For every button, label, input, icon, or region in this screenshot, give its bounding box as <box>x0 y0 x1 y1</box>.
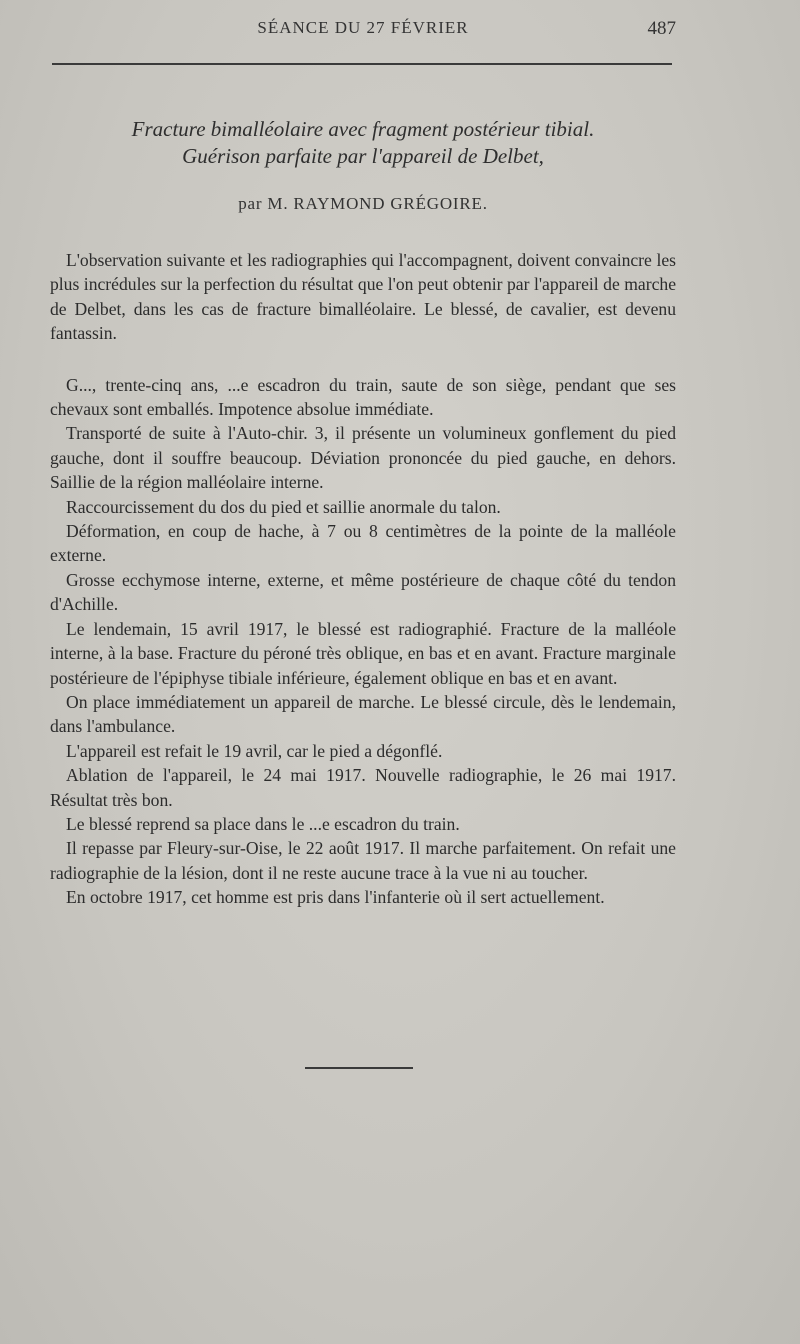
paragraph-followup: Il repasse par Fleury-sur-Oise, le 22 août 1917. Il marche parfaitement. On refait une radiographie de la lésion, dont il ne reste aucune trace à la vue ni au toucher. <box>50 838 676 883</box>
paragraph-shortening: Raccourcissement du dos du pied et saillie anormale du talon. <box>66 496 501 517</box>
paragraph-deformation: Déformation, en coup de hache, à 7 ou 8 centimètres de la pointe de la malléole externe. <box>50 521 676 566</box>
running-head <box>50 18 676 46</box>
header-rule <box>52 63 672 65</box>
paragraph-appliance: On place immédiatement un appareil de marche. Le blessé circule, dès le lendemain, dans l'ambulance. <box>50 691 676 737</box>
page-number: 487 <box>647 18 676 39</box>
paragraph-removal: Ablation de l'appareil, le 24 mai 1917. Nouvelle radiographie, le 26 mai 1917. Résultat très bon. <box>50 765 676 810</box>
article-title-line-1: Fracture bimalléolaire avec fragment postérieur tibial. <box>131 117 595 141</box>
running-title: SÉANCE DU 27 FÉVRIER <box>257 18 469 37</box>
paragraph-transport: Transporté de suite à l'Auto-chir. 3, il présente un volumineux gonflement du pied gauche, dont il souffre beaucoup. Déviation prononcée du pied gauche, en dehors. Saillie de la région malléolaire interne. <box>50 423 676 493</box>
paragraph-redone: L'appareil est refait le 19 avril, car le pied a dégonflé. <box>66 740 443 761</box>
article-title-line-2: Guérison parfaite par l'appareil de Delbet, <box>182 144 544 168</box>
author-byline: par M. RAYMOND GRÉGOIRE. <box>238 194 488 213</box>
paragraph-radiograph: Le lendemain, 15 avril 1917, le blessé est radiographié. Fracture de la malléole interne, à la base. Fracture du péroné très oblique, en bas et en avant. Fracture marginale postérieure de l'épiphyse tibiale inférieure, également oblique en bas et en avant. <box>50 618 676 688</box>
paragraph-conclusion: En octobre 1917, cet homme est pris dans l'infanterie où il sert actuellement. <box>66 887 605 908</box>
article-title <box>50 116 676 170</box>
paragraph-ecchymosis: Grosse ecchymose interne, externe, et même postérieure de chaque côté du tendon d'Achille. <box>50 569 676 615</box>
article-body <box>50 248 676 910</box>
paragraph-intro: L'observation suivante et les radiographies qui l'accompagnent, doivent convaincre les plus incrédules sur la perfection du résultat que l'on peut obtenir par l'appareil de marche de Delbet, dans les cas de fracture bimalléolaire. Le blessé, de cavalier, est devenu fantassin. <box>50 250 676 344</box>
paragraph-case-history: G..., trente-cinq ans, ...e escadron du train, saute de son siège, pendant que ses chevaux sont emballés. Impotence absolue immédiate. <box>50 374 676 420</box>
paragraph-return: Le blessé reprend sa place dans le ...e escadron du train. <box>66 813 460 834</box>
end-rule <box>305 1067 413 1069</box>
